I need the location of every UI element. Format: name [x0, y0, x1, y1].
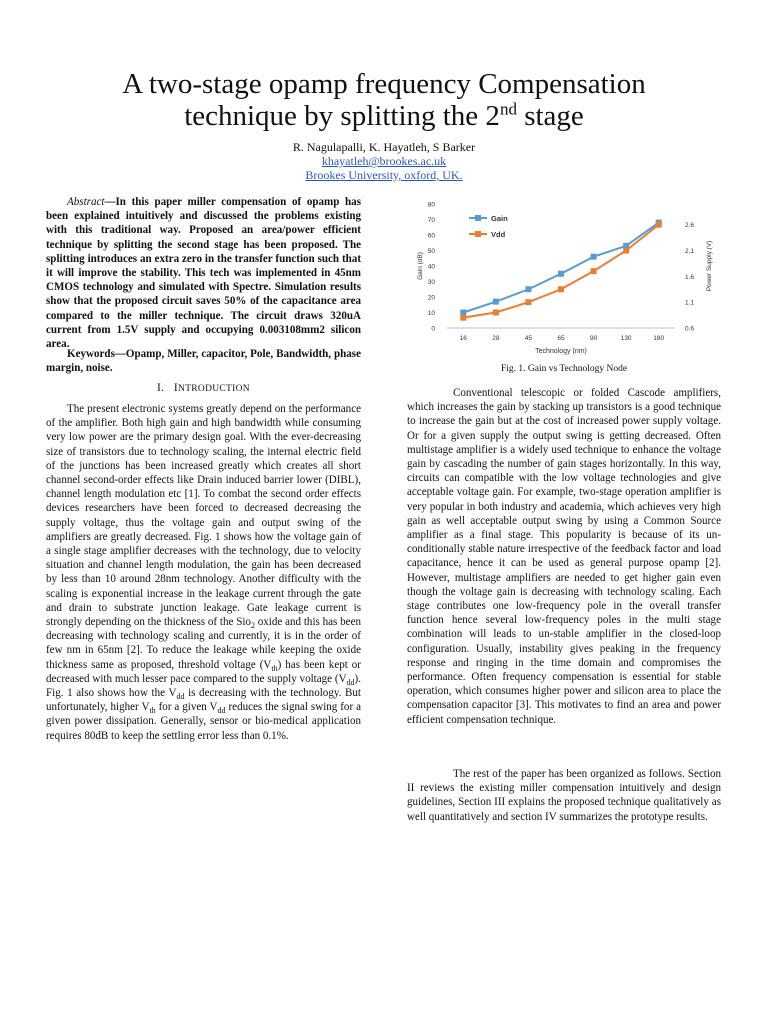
abstract [46, 195, 361, 351]
y-tick-label: 60 [427, 232, 435, 240]
y2-tick-label: 1.1 [685, 299, 695, 307]
intro-text-6: for a given V [155, 701, 218, 714]
data-point-gain [591, 254, 597, 260]
data-point-gain [525, 286, 531, 292]
y-tick-label: 0 [431, 325, 435, 333]
data-point-vdd [623, 248, 629, 254]
data-point-vdd [460, 315, 466, 321]
intro-text-7: reduces the signal swing for a given power dissipation. Generally, sensor or bio-medical application requires 80dB to keep the settling error less than 0.1%. [46, 701, 361, 742]
y-tick-label: 70 [427, 217, 435, 224]
figure-1-caption: Fig. 1. Gain vs Technology Node [500, 364, 628, 374]
sub-dd: dd [346, 678, 355, 688]
title-line-2-end: stage [516, 100, 584, 132]
legend-label-gain: Gain [491, 214, 508, 223]
section-title-rest: NTRODUCTION [178, 384, 250, 394]
legend-marker-gain [475, 215, 481, 221]
y-tick-label: 10 [427, 310, 435, 317]
intro-paragraph [46, 402, 361, 743]
y2-tick-label: 1.6 [685, 273, 695, 281]
y2-tick-label: 2.6 [685, 222, 695, 230]
right-paragraph-1: Conventional telescopic or folded Cascode amplifiers, which increases the gain by stacking up transistors is a good technique to increase the gain but at the cost of increased power supply voltage. Or for a given supply the output swing is getting decreased. Often multistage amplifier is a widely used technique to enhance the voltage gain by cascading the number of gain stages horizontally. In this way, circuits can compatible with the low voltage technologies and give acceptable voltage gain. For example, two-stage operation amplifier is very popular in both industry and academia, which achieves very high gain as well acceptable output swing by using a Common Source amplifier as a final stage. This popularity is because of its un-conditionally stable nature irrespective of the feedback factor and load capacitance, hence it can be used as general purpose opamp [2]. However, multistage amplifiers are needed to get higher gain even though the voltage gain is decreasing with technology scaling. Each stage contributes one low-frequency pole in the overall transfer function hence several low-frequency poles in the multi stage combination will leads to un-stable amplifier in the closed-loop configuration. Usually, instability gives peaking in the frequency response and ringing in the time domain and compromises the performance. Often frequency compensation is essential for stable operation, which consumes higher power and silicon area to place the compensation capacitor [3]. This motivates to find an area and power efficient compensation technique. [407, 387, 721, 726]
sub-dd: dd [176, 692, 185, 702]
y2-tick-label: 0.6 [685, 325, 695, 333]
data-point-vdd [525, 299, 531, 305]
section-title-initial: I [173, 382, 179, 394]
sub-th: th [271, 663, 278, 673]
intro-text-3: ) has been kept or decreased with much lesser pace compared to the supply voltage (V [46, 658, 361, 685]
author-block [40, 140, 728, 182]
author-email-link[interactable]: khayatleh@brookes.ac.uk [321, 154, 447, 168]
intro-text-1: The present electronic systems greatly depend on the performance of the amplifier. Both high gain and high bandwidth while consuming very low power are the primary design goal. With the ever-decreasing size of transistors due to technology scaling, the internal electric field of the junctions has been increased greatly which creates all short channel second-order effects like Drain induced barrier lower (DIBL), channel length modulation etc [1]. To combat the second order effects devices researchers have been forced to decreased decreasing the supply voltage, thus the voltage gain and output swing of the amplifiers are greatly decreased. Fig. 1 shows how the voltage gain of a single stage amplifier decreases with the technology, due to velocity situation and channel length modulation, the gain has been decreased by less than 10 around 28nm technology. Another difficulty with the scaling is exponential increase in the leakage current through the gate and drain to substrate junction leakage. Gate leakage current is strongly depending on the thickness of the Sio [46, 403, 361, 629]
x-axis-label: Technology (nm) [535, 348, 587, 355]
right-paragraph-2: The rest of the paper has been organized as follows. Section II reviews the existing miller compensation intuitively and design guidelines, Section III explains the proposed technique qualitatively as well quantitatively and section IV summarizes the prototype results. [407, 768, 721, 823]
x-tick-label: 65 [557, 335, 565, 342]
x-tick-label: 90 [589, 335, 598, 342]
abstract-dash: — [104, 196, 116, 208]
sub-th: th [149, 706, 156, 716]
data-point-vdd [558, 286, 564, 292]
abstract-label: Abstract [67, 196, 105, 208]
intro-text-4: ). Fig. 1 also shows how the V [46, 672, 361, 700]
section-heading-introduction [46, 382, 361, 394]
x-tick-label: 130 [620, 335, 632, 342]
y-tick-label: 40 [427, 263, 435, 271]
title-line-2 [40, 100, 728, 132]
title-line-2-text: technique by splitting the 2 [184, 100, 500, 132]
paper-title [40, 68, 728, 132]
introduction-text [46, 402, 361, 743]
sub-2: 2 [250, 621, 255, 631]
intro-text-2: oxide and this has been decreasing with technology scaling and currently, it is in the order of few nm in 65nm [2]. To reduce the leakage while keeping the oxide thickness same as proposed, threshold voltage (V [46, 616, 362, 671]
section-number: I. [157, 382, 165, 394]
right-column-text [407, 386, 721, 727]
y2-axis-label: Power Supply (V) [706, 240, 713, 292]
legend-marker-vdd [475, 231, 481, 237]
y-tick-label: 30 [427, 279, 435, 286]
title-line-1: A two-stage opamp frequency Compensation [122, 68, 646, 100]
data-point-gain [493, 299, 499, 305]
author-affiliation-link[interactable]: Brookes University, oxford, UK. [305, 168, 463, 182]
x-tick-label: 45 [524, 335, 533, 342]
figure-1-chart [407, 190, 721, 360]
x-tick-label: 180 [653, 335, 665, 342]
abstract-text: In this paper miller compensation of opamp has been explained intuitively and discussed the problems existing with this traditional way. Proposed an area/power efficient technique by splitting the second stage has been proposed. The splitting introduces an extra zero in the transfer function such that it will improve the stability. This tech was implemented in 45nm CMOS technology and simulated with Spectre. Simulation results show that the proposed circuit saves 50% of the capacitance area compared to the miller technique. The circuit draws 320uA current from 1.5V supply and occupying 0.003108mm2 silicon area. [46, 196, 361, 351]
intro-text-5: is decreasing with the technology. But unfortunately, higher V [46, 687, 361, 714]
data-point-gain [558, 271, 564, 277]
y-tick-label: 20 [427, 294, 435, 302]
keywords [46, 347, 361, 375]
right-column-text-2 [407, 767, 721, 824]
sub-dd: dd [217, 706, 226, 716]
y-axis-label: Gain (dB) [417, 252, 424, 280]
y-tick-label: 50 [427, 248, 435, 255]
keywords-text: Keywords—Opamp, Miller, capacitor, Pole, Bandwidth, phase margin, noise. [46, 348, 361, 375]
x-tick-label: 28 [492, 335, 500, 342]
gain-vs-technology-chart [407, 190, 721, 360]
y2-tick-label: 2.1 [685, 248, 695, 255]
data-point-vdd [591, 268, 597, 274]
author-names: R. Nagulapalli, K. Hayatleh, S Barker [292, 140, 476, 154]
title-superscript: nd [499, 99, 517, 119]
data-point-gain [460, 310, 466, 316]
data-point-vdd [656, 222, 662, 228]
legend-label-vdd: Vdd [491, 230, 506, 239]
data-point-vdd [493, 310, 499, 316]
x-tick-label: 16 [459, 335, 467, 342]
y-tick-label: 80 [427, 201, 435, 209]
